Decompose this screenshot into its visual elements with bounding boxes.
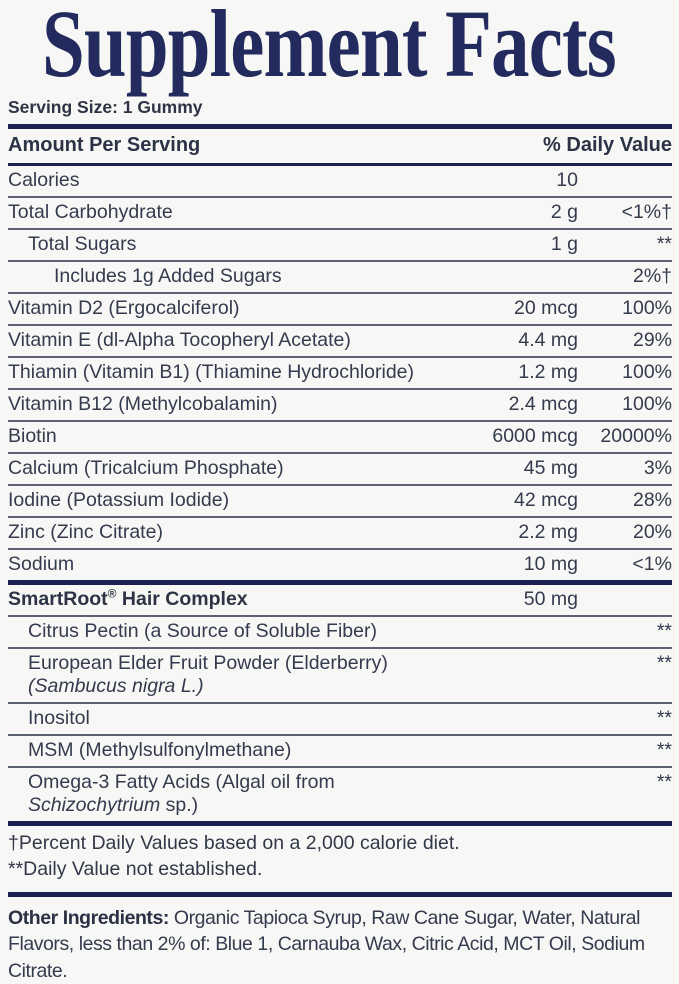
table-row <box>8 262 672 294</box>
row-daily-value: ** <box>656 620 672 642</box>
row-name: Omega-3 Fatty Acids (Algal oil from Schizochytrium sp.) <box>28 771 335 816</box>
row-name: MSM (Methylsulfonylmethane) <box>28 739 292 761</box>
row-name: Vitamin E (dl-Alpha Tocopheryl Acetate) <box>8 329 351 351</box>
nutrient-table <box>8 166 672 580</box>
row-name: Inositol <box>28 707 90 729</box>
row-daily-value: ** <box>656 652 672 674</box>
row-name: Iodine (Potassium Iodide) <box>8 489 230 511</box>
row-daily-value: ** <box>656 771 672 793</box>
row-amount: 2.4 mcg <box>508 393 578 415</box>
serving-size-text: Serving Size: 1 Gummy <box>8 97 203 117</box>
table-row <box>8 358 672 390</box>
row-amount: 1 g <box>550 233 578 255</box>
row-amount: 2 g <box>550 201 578 223</box>
row-name: SmartRoot® Hair Complex <box>8 586 248 610</box>
row-daily-value: 100% <box>622 297 672 319</box>
row-name: Sodium <box>8 553 75 575</box>
row-name: Vitamin B12 (Methylcobalamin) <box>8 393 278 415</box>
table-row <box>8 454 672 486</box>
row-name: Citrus Pectin (a Source of Soluble Fiber) <box>28 620 377 642</box>
row-amount: 10 mg <box>523 553 578 575</box>
row-name: Includes 1g Added Sugars <box>54 265 282 287</box>
other-ingredients-label: Other Ingredients: <box>8 906 169 929</box>
row-daily-value: <1% <box>632 553 672 575</box>
table-row <box>8 486 672 518</box>
other-ingredients-text: Organic Tapioca Syrup, Raw Cane Sugar, Water, Natural Flavors, less than 2% of: Blue 1, Carnauba Wax, Citric Acid, MCT Oil, Sodium Citrate. <box>8 906 645 982</box>
row-daily-value: 29% <box>632 329 672 351</box>
row-amount: 6000 mcg <box>492 425 578 447</box>
table-row <box>8 390 672 422</box>
row-amount: 50 mg <box>523 588 578 610</box>
row-name: Calories <box>8 169 80 191</box>
table-row <box>8 585 672 617</box>
row-daily-value: 2%† <box>632 265 672 287</box>
row-amount: 20 mcg <box>514 297 578 319</box>
row-amount: 4.4 mg <box>518 329 578 351</box>
row-daily-value: ** <box>656 233 672 255</box>
row-amount: 1.2 mg <box>518 361 578 383</box>
table-row <box>8 198 672 230</box>
row-name: Total Carbohydrate <box>8 201 173 223</box>
row-amount: 45 mg <box>523 457 578 479</box>
row-name: Vitamin D2 (Ergocalciferol) <box>8 297 240 319</box>
row-daily-value: 100% <box>622 393 672 415</box>
row-name: Zinc (Zinc Citrate) <box>8 521 163 543</box>
table-row <box>8 768 672 821</box>
table-row <box>8 704 672 736</box>
row-daily-value: ** <box>656 707 672 729</box>
row-daily-value: 3% <box>643 457 672 479</box>
row-name: European Elder Fruit Powder (Elderberry) (Sambucus nigra L.) <box>28 652 388 697</box>
hair-complex-table <box>8 585 672 821</box>
row-name: Biotin <box>8 425 57 447</box>
panel-title: Supplement Facts <box>42 0 616 97</box>
row-amount: 42 mcg <box>514 489 578 511</box>
row-daily-value: 20000% <box>600 425 672 447</box>
table-row <box>8 736 672 768</box>
row-name: Total Sugars <box>28 233 137 255</box>
other-ingredients <box>8 897 672 984</box>
column-header-row <box>8 129 672 163</box>
table-row <box>8 326 672 358</box>
row-amount: 2.2 mg <box>518 521 578 543</box>
table-row <box>8 649 672 704</box>
footnotes <box>8 826 672 892</box>
column-header-daily-value: % Daily Value <box>543 134 672 156</box>
row-daily-value: 20% <box>632 521 672 543</box>
table-row <box>8 422 672 454</box>
row-daily-value: 28% <box>632 489 672 511</box>
row-daily-value: <1%† <box>621 201 672 223</box>
row-name: Thiamin (Vitamin B1) (Thiamine Hydrochloride) <box>8 361 415 383</box>
table-row <box>8 294 672 326</box>
table-row <box>8 230 672 262</box>
table-row <box>8 518 672 550</box>
row-amount: 10 <box>556 169 578 191</box>
column-header-amount: Amount Per Serving <box>8 134 201 156</box>
table-row <box>8 166 672 198</box>
footnote-not-established: **Daily Value not established. <box>8 857 263 880</box>
row-name: Calcium (Tricalcium Phosphate) <box>8 457 284 479</box>
table-row <box>8 550 672 580</box>
row-daily-value: 100% <box>622 361 672 383</box>
row-daily-value: ** <box>656 739 672 761</box>
table-row <box>8 617 672 649</box>
footnote-daily-value: †Percent Daily Values based on a 2,000 calorie diet. <box>8 832 460 854</box>
